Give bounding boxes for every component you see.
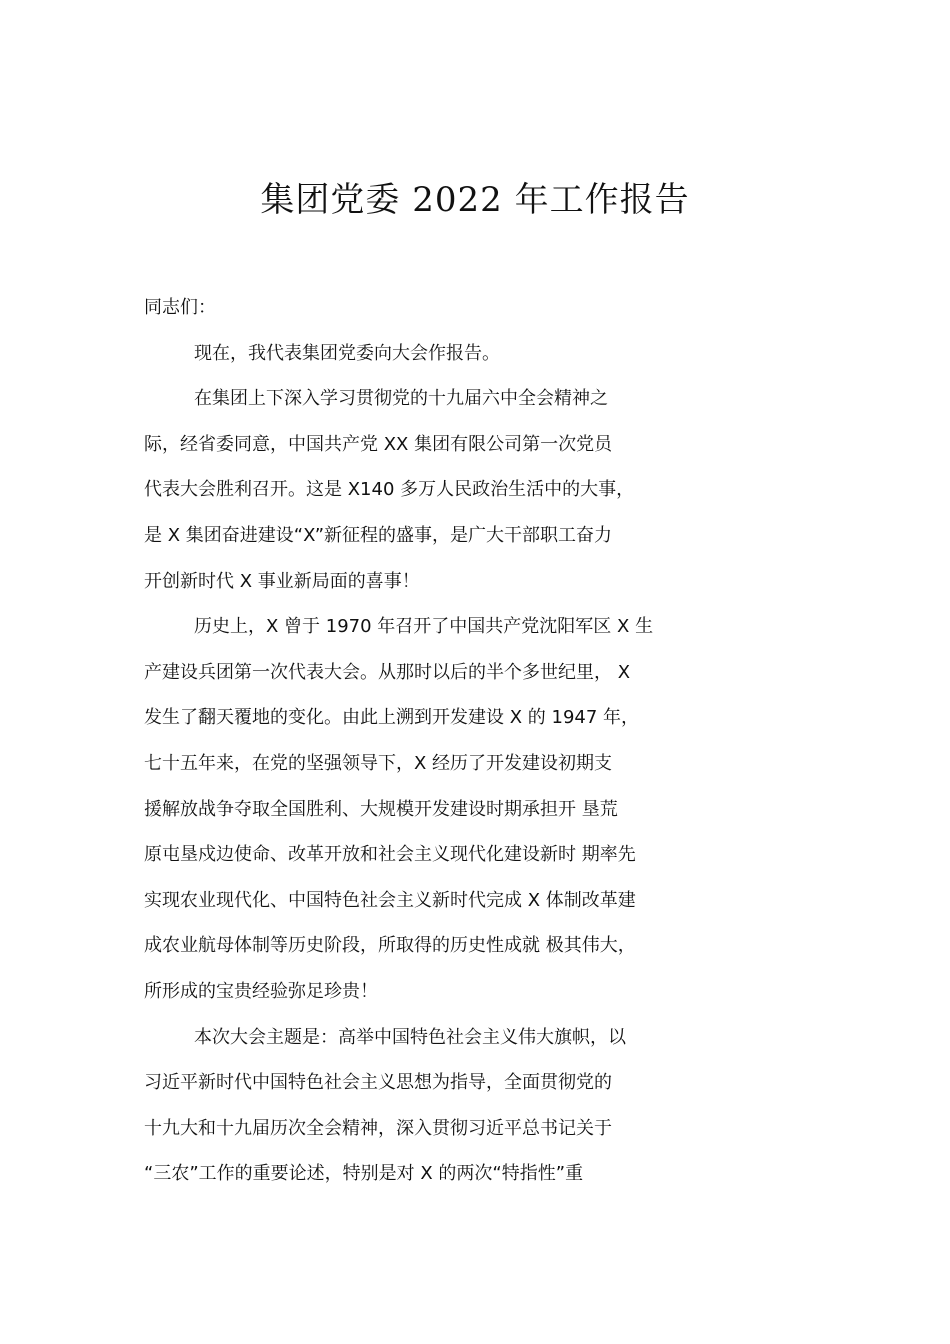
text-line: 习近平新时代中国特色社会主义思想为指导，全面贯彻党的 [144, 1072, 612, 1094]
text-line: 历史上，X 曾于 1970 年召开了中国共产党沈阳军区 X 生 [194, 616, 654, 638]
text-line: 本次大会主题是：高举中国特色社会主义伟大旗帜，以 [194, 1026, 626, 1048]
text-line: 在集团上下深入学习贯彻党的十九届六中全会精神之 [194, 388, 608, 410]
text-line: 实现农业现代化、中国特色社会主义新时代完成 X 体制改革建 [144, 889, 636, 911]
text-line: 成农业航母体制等历史阶段，所取得的历史性成就 极其伟大， [144, 935, 636, 957]
text-line: 开创新时代 X 事业新局面的喜事！ [144, 570, 420, 592]
text-line: 是 X 集团奋进建设“X”新征程的盛事，是广大干部职工奋力 [144, 524, 613, 546]
text-line: 十九大和十九届历次全会精神，深入贯彻习近平总书记关于 [144, 1117, 612, 1139]
text-line: 同志们： [144, 297, 216, 318]
text-line: 所形成的宝贵经验弥足珍贵！ [144, 980, 378, 1002]
text-line: 产建设兵团第一次代表大会。从那时以后的半个多世纪里， X [144, 661, 631, 683]
text-line: 发生了翻天覆地的变化。由此上溯到开发建设 X 的 1947 年， [144, 707, 640, 729]
text-line: 际，经省委同意，中国共产党 XX 集团有限公司第一次党员 [144, 433, 613, 455]
text-line: 代表大会胜利召开。这是 X140 多万人民政治生活中的大事， [144, 479, 635, 501]
text-line: 原屯垦戍边使命、改革开放和社会主义现代化建设新时 期率先 [144, 844, 636, 866]
text-line: 七十五年来，在党的坚强领导下，X 经历了开发建设初期支 [144, 752, 613, 774]
text-line: 现在，我代表集团党委向大会作报告。 [194, 342, 500, 364]
document-body [144, 285, 844, 1197]
text-line: “三农”工作的重要论述，特别是对 X 的两次“特指性”重 [144, 1163, 584, 1185]
document-title: 集团党委 2022 年工作报告 [260, 180, 690, 220]
text-line: 援解放战争夺取全国胜利、大规模开发建设时期承担开 垦荒 [144, 798, 618, 820]
